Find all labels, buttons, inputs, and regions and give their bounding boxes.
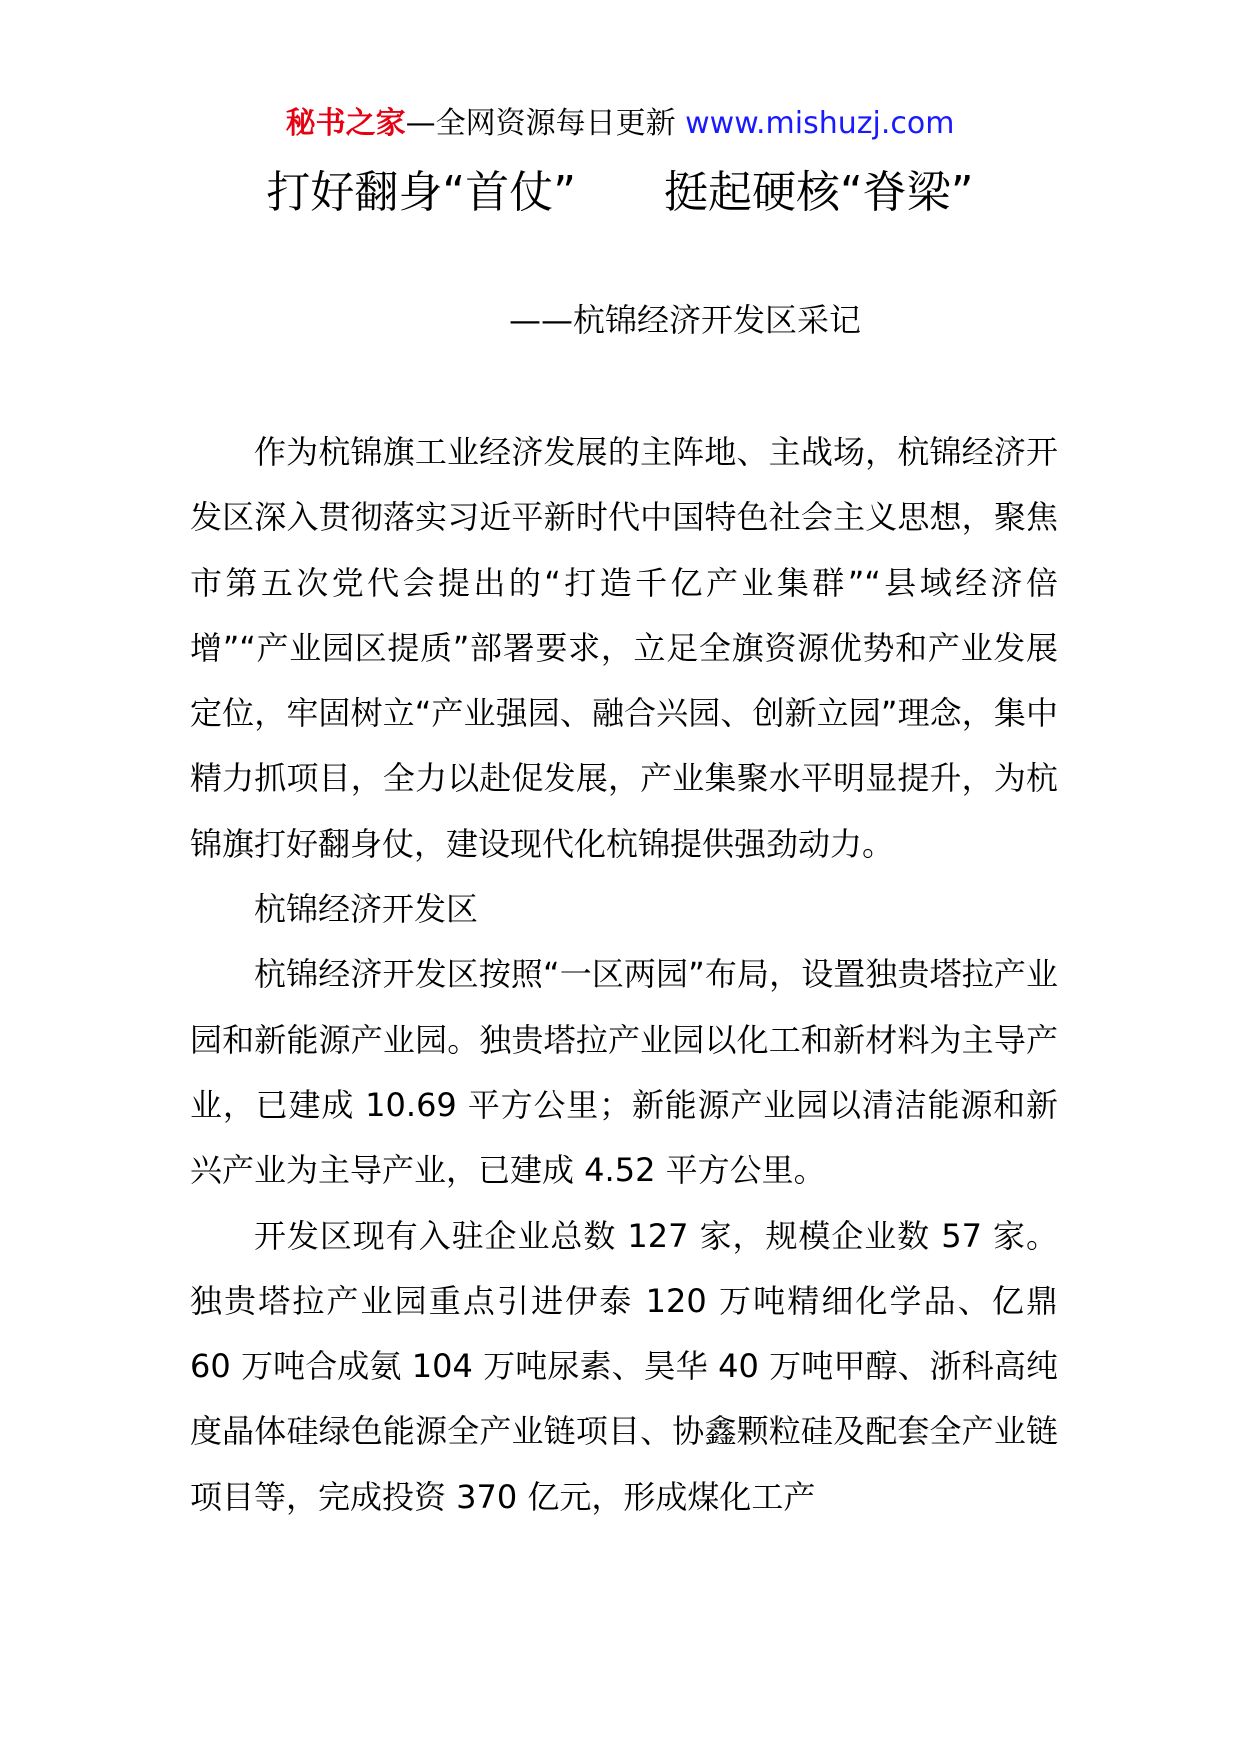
document-subtitle: ——杭锦经济开发区采记 (508, 301, 861, 339)
paragraph-intro: 作为杭锦旗工业经济发展的主阵地、主战场，杭锦经济开发区深入贯彻落实习近平新时代中国特色社会主义思想，聚焦市第五次党代会提出的“打造千亿产业集群”“县域经济倍增”“产业园区提质”部署要求，立足全旗资源优势和产业发展定位，牢固树立“产业强园、融合兴园、创新立园”理念，集中精力抓项目，全力以赴促发展，产业集聚水平明显提升，为杭锦旗打好翻身仗，建设现代化杭锦提供强劲动力。 (190, 433, 1058, 863)
title-part-2: 挺起硬核“脊梁” (664, 167, 974, 218)
document-title (0, 158, 1240, 228)
site-header (0, 100, 1240, 148)
paragraph-layout: 杭锦经济开发区按照“一区两园”布局，设置独贵塔拉产业园和新能源产业园。独贵塔拉产业园以化工和新材料为主导产业，已建成 10.69 平方公里；新能源产业园以清洁能源和新兴产业为主导产业，已建成 4.52 平方公里。 (190, 955, 1058, 1190)
site-brand: 秘书之家 (285, 106, 406, 141)
paragraph-enterprises: 开发区现有入驻企业总数 127 家，规模企业数 57 家。独贵塔拉产业园重点引进伊泰 120 万吨精细化学品、亿鼎 60 万吨合成氨 104 万吨尿素、昊华 40 万吨甲醇、浙科高纯度晶体硅绿色能源全产业链项目、协鑫颗粒硅及配套全产业链项目等，完成投资 370 亿元，形成煤化工产 (190, 1216, 1058, 1516)
paragraph-section-heading: 杭锦经济开发区 (254, 890, 479, 929)
site-slogan: —全网资源每日更新 (405, 106, 686, 141)
document-body (190, 420, 1058, 1530)
title-part-1: 打好翻身“首仗” (266, 167, 576, 218)
site-url-link[interactable]: www.mishuzj.com (685, 106, 955, 141)
